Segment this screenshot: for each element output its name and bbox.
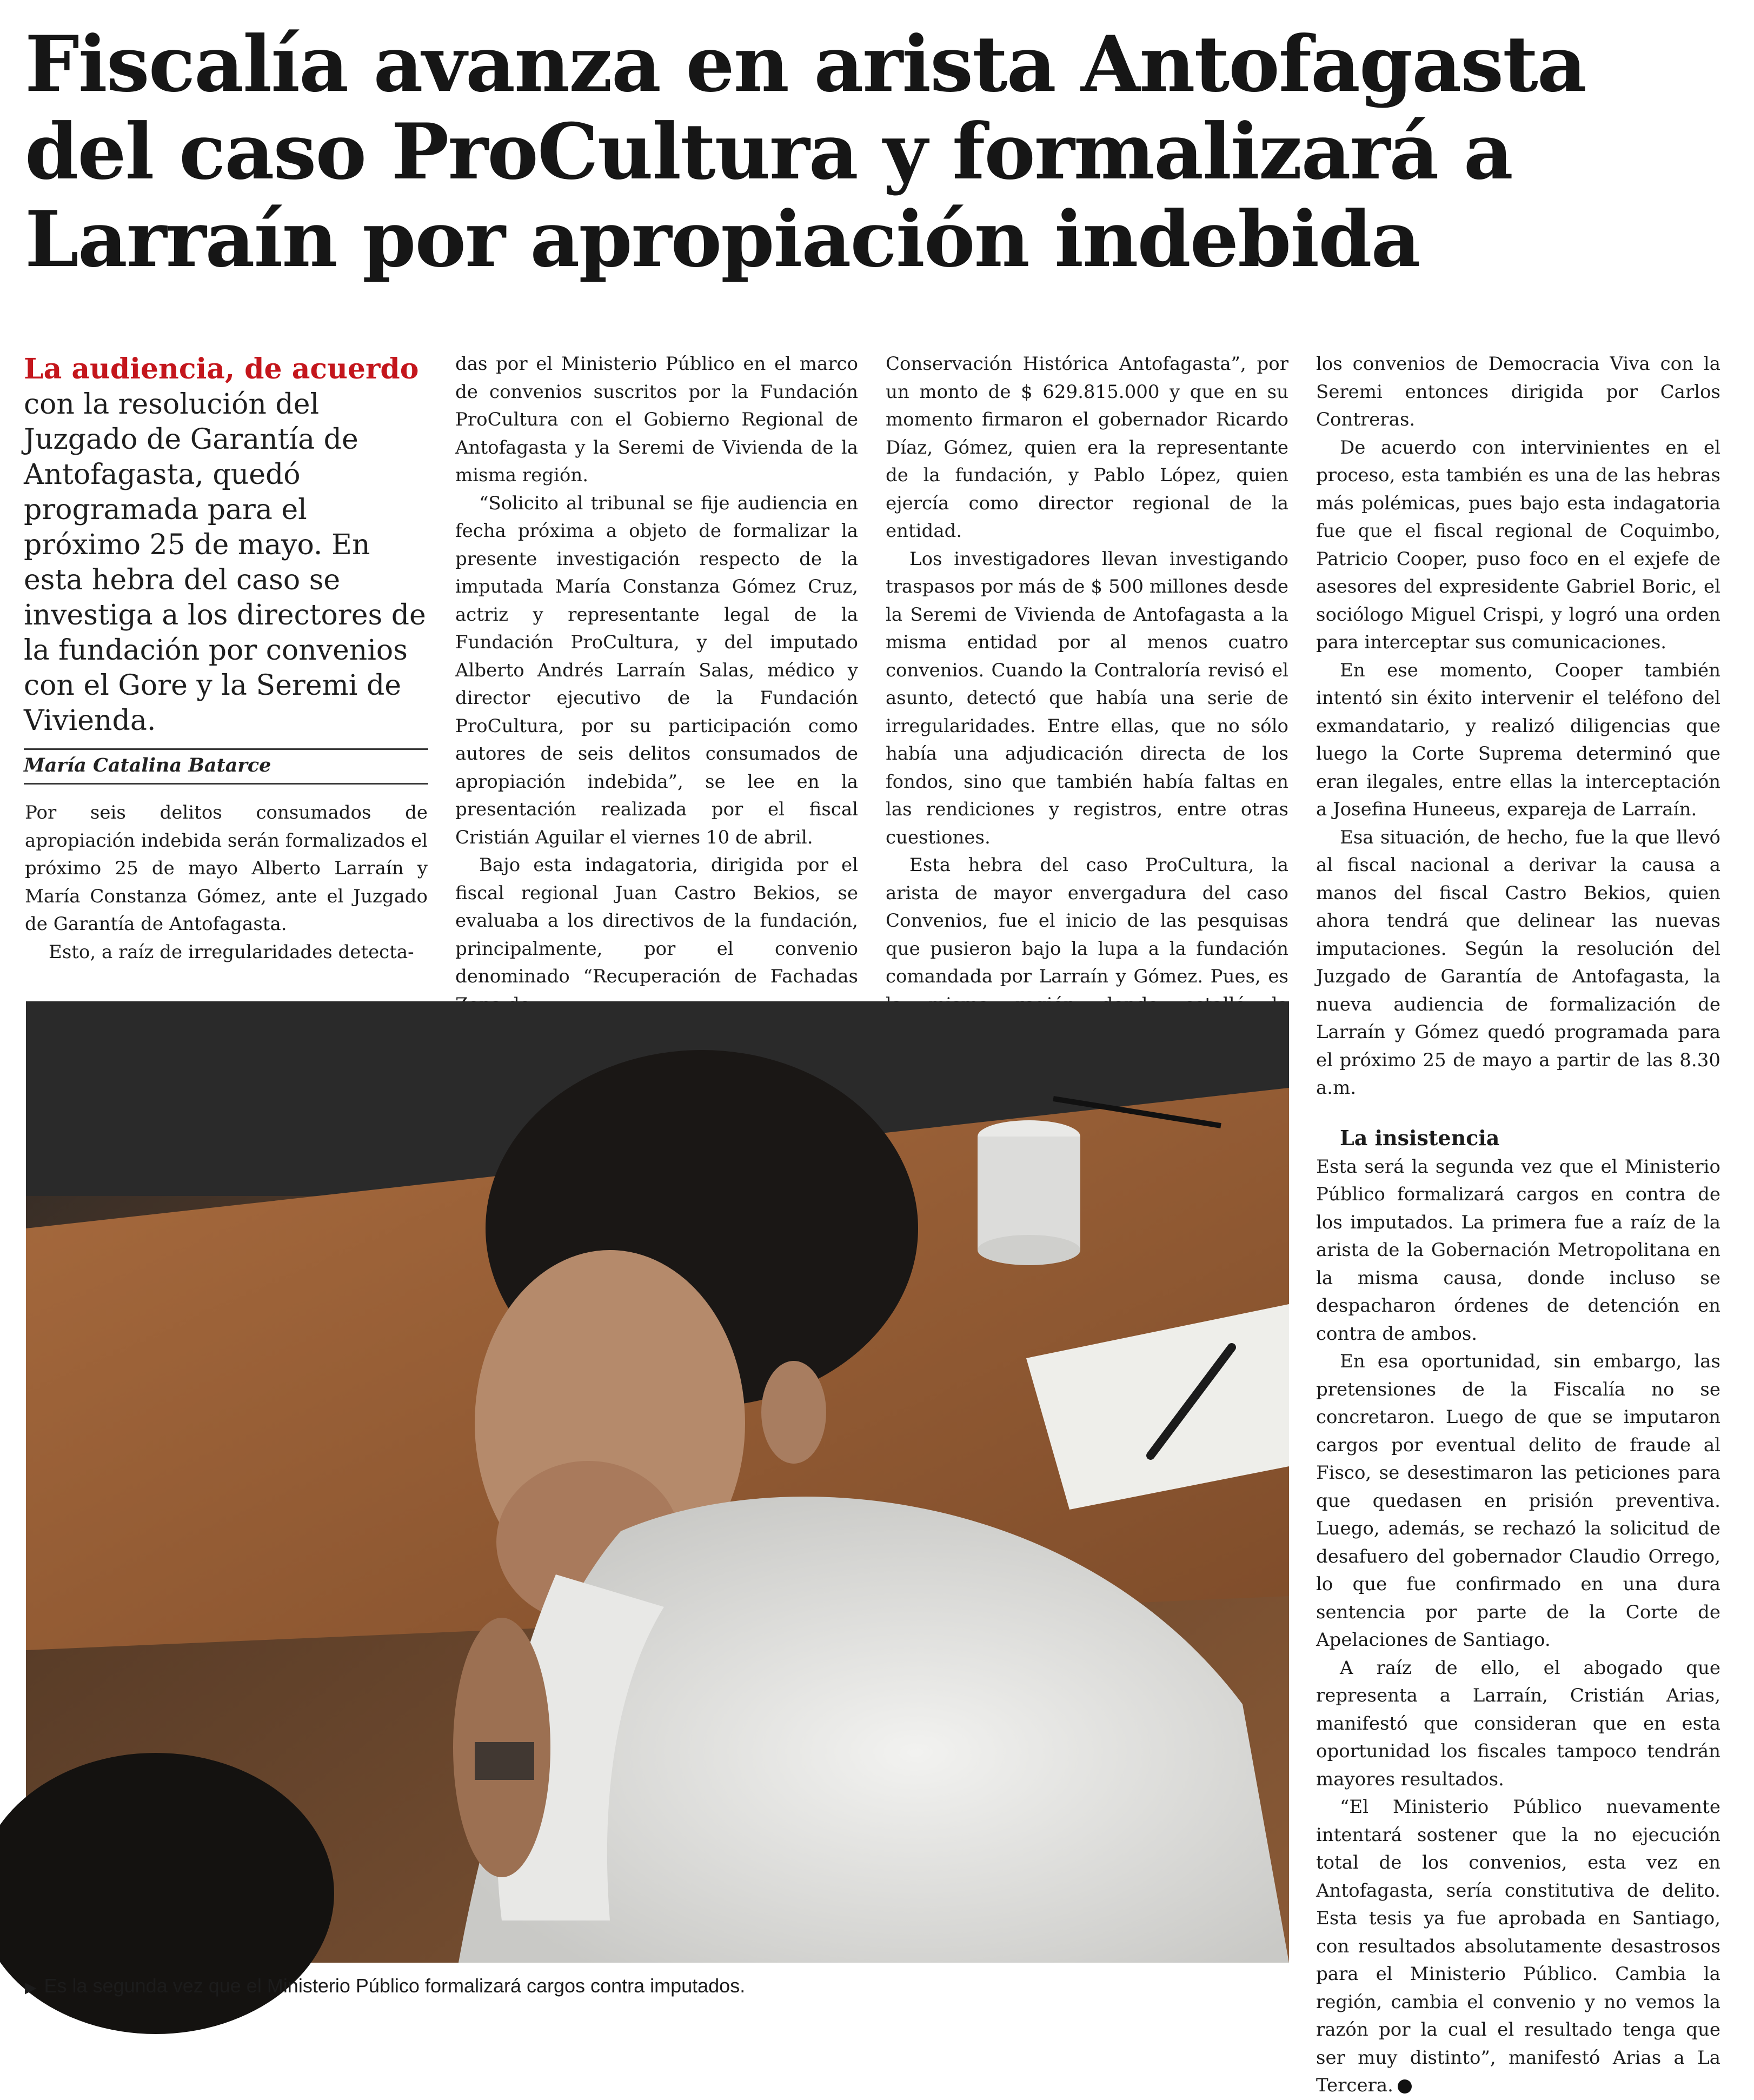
article-photo [26, 1001, 1289, 1963]
article-column-2 [455, 350, 858, 987]
paragraph [1316, 1793, 1720, 2100]
caption-arrow-icon: ▶ [25, 1979, 37, 1996]
lead-summary-highlight: La audiencia, de acuerdo [24, 353, 419, 386]
paragraph: De acuerdo con intervinientes en el proceso, esta también es una de las hebras más polémicas, pues bajo esta indagatoria fue que el fiscal regional de Coquimbo, Patricio Cooper, puso foco en el exjefe de asesores del expresidente Gabriel Boric, el sociólogo Miguel Crispi, y logró una orden para interceptar sus comunicaciones. [1316, 436, 1720, 653]
paragraph: “Solicito al tribunal se fije audiencia en fecha próxima a objeto de formalizar la presente investigación respecto de la imputada María Constanza Gómez Cruz, actriz y representante legal de la Fundación ProCultura, y del imputado Alberto Andrés Larraín Salas, médico y director ejecutivo de la Fundación ProCultura, por su participación como autores de seis delitos consumados de apropiación indebida”, se lee en la presentación realizada por el fiscal Cristián Aguilar el viernes 10 de abril. [455, 492, 858, 848]
paragraph: Bajo esta indagatoria, dirigida por el fiscal regional Juan Castro Bekios, se evaluaba a los directivos de la fundación, principalmente, por el convenio denominado “Recuperación de Fachadas [455, 854, 858, 987]
closing-quote-text: “El Ministerio Público nuevamente intentará sostener que la no ejecución total de los convenios, esta vez en Antofagasta, sería constitutiva de delito. Esta tesis ya fue aprobada en Santiago, con resultados absolutamente desastrosos para el Ministerio Público. Cambia la región, cambia el convenio y no vemos la razón por la cual el resultado tenga que ser muy distinto”, manifestó Arias a La Tercera. [1316, 1796, 1720, 2096]
byline-top-rule [24, 748, 428, 750]
article-column-4 [1316, 350, 1720, 2096]
article-column-3 [886, 350, 1288, 987]
headline: Fiscalía avanza en arista Antofagasta del caso ProCultura y formalizará a Larraín por apropiación indebida [25, 19, 1586, 284]
paragraph: Por seis delitos consumados de apropiación indebida serán formalizados el próximo 25 de mayo Alberto Larraín y María Constanza Gómez, ante el Juzgado de Garantía de Antofagasta. [25, 802, 428, 935]
article-column-1 [25, 799, 428, 972]
paragraph: los convenios de Democracia Viva con la Seremi entonces dirigida por Carlos Contreras. [1316, 353, 1720, 430]
photo-caption-text: Es la segunda vez que el Ministerio Público formalizará cargos contra imputados. [44, 1975, 746, 1997]
paragraph: A raíz de ello, el abogado que representa a Larraín, Cristián Arias, manifestó que consideran que en esta oportunidad los fiscales tampoco tendrán mayores resultados. [1316, 1657, 1720, 1790]
paragraph: Esta será la segunda vez que el Ministerio Público formalizará cargos en contra de los imputados. La primera fue a raíz de la arista de la Gobernación Metropolitana en la misma causa, donde incluso se despacharon órdenes de detención en contra de ambos. [1316, 1155, 1720, 1345]
paragraph: das por el Ministerio Público en el marco de convenios suscritos por la Fundación ProCultura con el Gobierno Regional de Antofagasta y la Seremi de Vivienda de la misma región. [455, 353, 858, 486]
byline-bottom-rule [24, 783, 428, 785]
subheading: La insistencia [1340, 1125, 1500, 1150]
paragraph: Esa situación, de hecho, fue la que llevó al fiscal nacional a derivar la causa a manos del fiscal Castro Bekios, quien ahora tendrá que delinear las nuevas imputaciones. Según la resolución del Juzgado de Garantía de Antofagasta, la nueva audiencia de formalización de Larraín y Gómez quedó programada para el próximo 25 de mayo a partir de las 8.30 a.m. [1316, 826, 1720, 1099]
paragraph: Esta hebra del caso ProCultura, la arista de mayor envergadura del caso Convenios, fue el inicio de las pesquisas que pusieron bajo la lupa a la fundación comandada por Larraín y Gómez. Pues, es [886, 854, 1288, 987]
paragraph: Conservación Histórica Antofagasta”, por un monto de $ 629.815.000 y que en su momento firmaron el gobernador Ricardo Díaz, Gómez, quien era la representante de la fundación, y Pablo López, quien ejercía como director regional de la entidad. [886, 353, 1288, 542]
photo-caption [25, 1973, 1290, 2000]
end-of-article-icon [1398, 2079, 1412, 2094]
paragraph: En ese momento, Cooper también intentó sin éxito intervenir el teléfono del exmandatario, y realizó diligencias que luego la Corte Suprema determinó que eran ilegales, entre ellas la interceptación a Josefina Huneeus, expareja de Larraín. [1316, 659, 1720, 820]
byline: María Catalina Batarce [24, 754, 271, 776]
paragraph: En esa oportunidad, sin embargo, las pretensiones de la Fiscalía no se concretaron. Luego de que se imputaron cargos por eventual delito de fraude al Fisco, se desestimaron las peticiones para que quedasen en prisión preventiva. Luego, además, se rechazó la solicitud de desafuero del gobernador Claudio Orrego, lo que fue confirmado en una dura sentencia por parte de la Corte de Apelaciones de Santiago. [1316, 1351, 1720, 1651]
paragraph: Los investigadores llevan investigando traspasos por más de $ 500 millones desde la Seremi de Vivienda de Antofagasta a la misma entidad por al menos cuatro convenios. Cuando la Contraloría revisó el asunto, detectó que había una serie de irregularidades. Entre ellas, que no sólo había una adjudicación directa de los fondos, sino que también había faltas en las rendiciones y registros, entre otras cuestiones. [886, 548, 1288, 848]
lead-summary [24, 351, 427, 739]
lead-summary-text: con la resolución del Juzgado de Garantía de Antofagasta, quedó programada para el próximo 25 de mayo. En esta hebra del caso se investiga a los directores de la fundación por convenios con el Gore y la Seremi de Vivienda. [24, 388, 426, 737]
paragraph: Esto, a raíz de irregularidades detecta- [49, 941, 414, 963]
